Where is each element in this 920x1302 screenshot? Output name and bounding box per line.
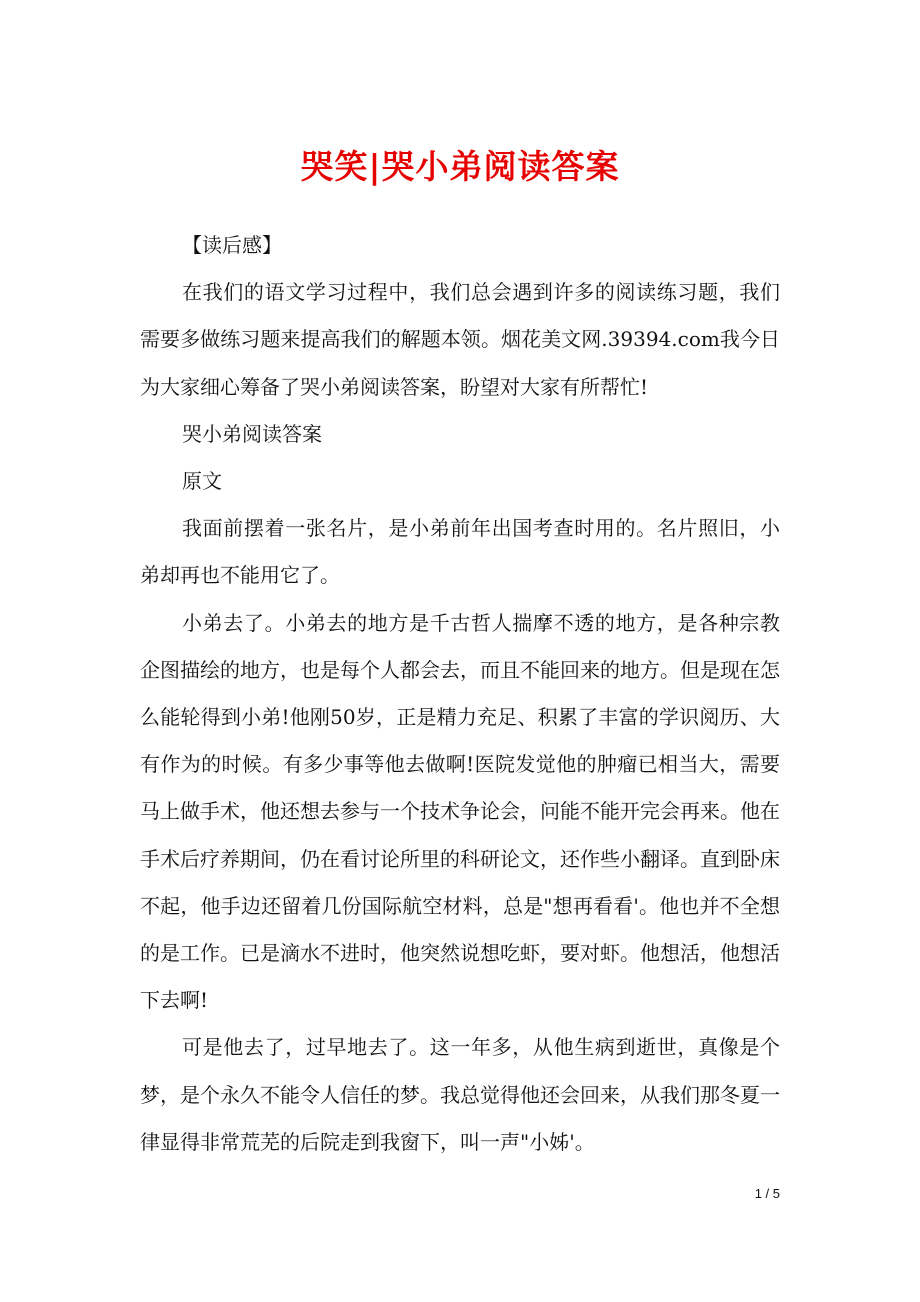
paragraph-1: 我面前摆着一张名片，是小弟前年出国考查时用的。名片照旧，小弟却再也不能用它了。 [140,516,780,588]
document-body [140,222,780,1166]
paragraph-intro: 在我们的语文学习过程中，我们总会遇到许多的阅读练习题，我们需要多做练习题来提高我们的解题本领。烟花美文网.39394.com我今日为大家细心筹备了哭小弟阅读答案，盼望对大家有所帮忙! [140,280,780,399]
paragraph-3: 可是他去了，过早地去了。这一年多，从他生病到逝世，真像是个梦，是个永久不能令人信任的梦。我总觉得他还会回来，从我们那冬夏一律显得非常荒芜的后院走到我窗下，叫一声"小姊'。 [140,1035,780,1154]
paragraph-subtitle: 哭小弟阅读答案 [182,421,322,446]
paragraph-original-label: 原文 [182,469,222,494]
paragraph-2: 小弟去了。小弟去的地方是千古哲人揣摩不透的地方，是各种宗教企图描绘的地方，也是每个人都会去，而且不能回来的地方。但是现在怎么能轮得到小弟!他刚50岁，正是精力充足、积累了丰富的学识阅历、大有作为的时候。有多少事等他去做啊!医院发觉他的肿瘤已相当大，需要马上做手术，他还想去参与一个技术争论会，问能不能开完会再来。他在手术后疗养期间，仍在看讨论所里的科研论文，还作些小翻译。直到卧床不起，他手边还留着几份国际航空材料，总是"想再看看'。他也并不全想的是工作。已是滴水不进时，他突然说想吃虾，要对虾。他想活，他想活下去啊! [140,610,780,1013]
document-title: 哭笑|哭小弟阅读答案 [300,147,620,186]
page-number: 1 / 5 [754,1186,780,1201]
paragraph-category: 【读后感】 [182,233,282,257]
